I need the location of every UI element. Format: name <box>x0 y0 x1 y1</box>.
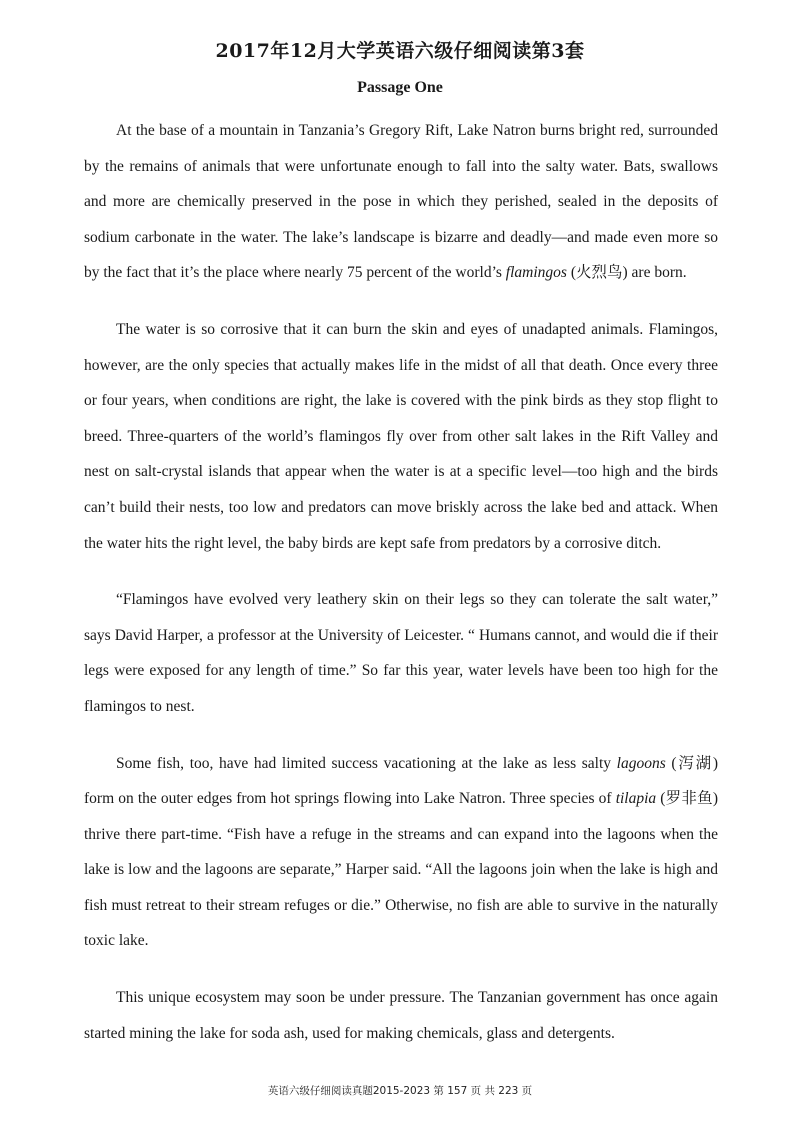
paragraph-text: (火烈鸟) are born. <box>566 264 687 282</box>
paragraph-2 <box>84 312 718 561</box>
passage-body <box>84 113 718 1051</box>
paragraph-text: The water is so corrosive that it can burn the skin and eyes of unadapted animals. Flamingos, however, are the only species that actually makes life in the midst of all that death. Once every three or four years, when conditions are right, the lake is covered with the pink birds as they stop flight to breed. Three-quarters of the world’s flamingos fly over from other salt lakes in the Rift Valley and nest on salt-crystal islands that appear when the water is at a specific level—too high and the birds can’t build their nests, too low and predators can move briskly across the lake bed and attack. When the water hits the right level, the baby birds are kept safe from predators by a corrosive ditch. <box>84 320 718 552</box>
paragraph-5 <box>84 980 718 1051</box>
page-footer: 英语六级仔细阅读真题2015-2023 第 157 页 共 223 页 <box>267 1085 533 1097</box>
italic-term: flamingos <box>505 264 567 282</box>
paragraph-1 <box>84 113 718 291</box>
paragraph-text: (泻湖) form on the outer edges from hot springs flowing into Lake Natron. Three species of <box>84 754 718 808</box>
paragraph-text: “Flamingos have evolved very leathery skin on their legs so they can tolerate the salt water,” says David Harper, a professor at the University of Leicester. “ Humans cannot, and would die if their legs were exposed for any length of time.” So far this year, water levels have been too high for the flamingos to nest. <box>84 591 718 715</box>
paragraph-text: At the base of a mountain in Tanzania’s Gregory Rift, Lake Natron burns bright red, surrounded by the remains of animals that were unfortunate enough to fall into the salty water. Bats, swallows and more are chemically preserved in the pose in which they perished, sealed in the deposits of sodium carbonate in the water. The lake’s landscape is bizarre and deadly—and made even more so by the fact that it’s the place where nearly 75 percent of the world’s <box>84 122 718 282</box>
paragraph-text: Some fish, too, have had limited success vacationing at the lake as less salty <box>116 754 617 772</box>
paragraph-4 <box>84 746 718 960</box>
paragraph-text: This unique ecosystem may soon be under pressure. The Tanzanian government has once again started mining the lake for soda ash, used for making chemicals, glass and detergents. <box>84 989 718 1042</box>
italic-term: lagoons <box>616 754 666 772</box>
paragraph-3 <box>84 582 718 724</box>
document-title: 2017年12月大学英语六级仔细阅读第3套 <box>215 40 585 62</box>
italic-term: tilapia <box>615 790 657 808</box>
paragraph-text: (罗非鱼) thrive there part-time. “Fish have a refuge in the streams and can expand into the lagoons when the lake is low and the lagoons are separate,” Harper said. “All the lagoons join when the lake is high and fish must retreat to their stream refuges or die.” Otherwise, no fish are able to survive in the naturally toxic lake. <box>84 790 718 950</box>
passage-heading: Passage One <box>357 79 443 96</box>
